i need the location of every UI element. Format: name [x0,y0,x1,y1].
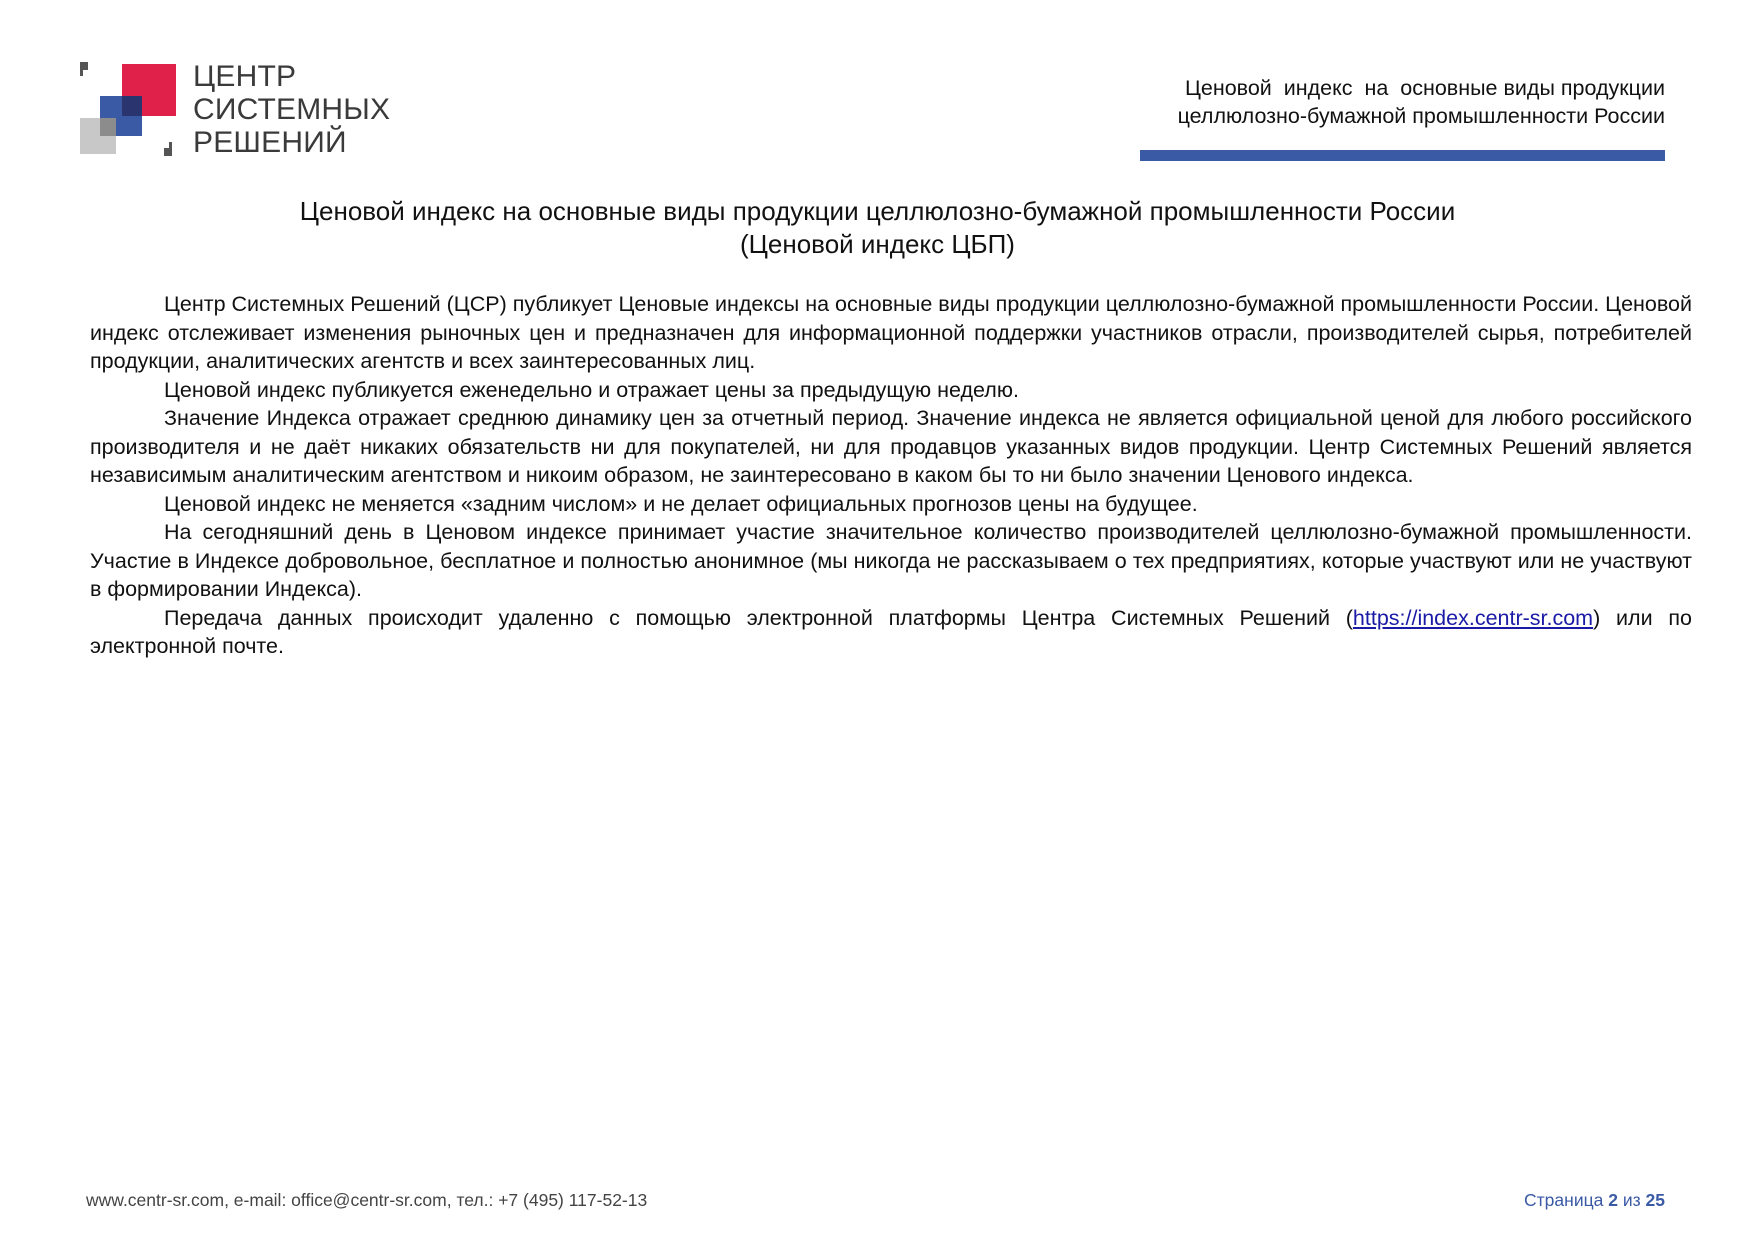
paragraph-frequency: Ценовой индекс публикуется еженедельно и отражает цены за предыдущую неделю. [164,377,1019,402]
logo-wordmark [193,60,390,159]
paragraph-data-transfer [90,604,1692,661]
data-transfer-text-after: ) или по электронной почте. [90,605,1692,658]
document-body [90,290,1692,661]
paragraph-disclaimer: Значение Индекса отражает среднюю динамику цен за отчетный период. Значение индекса не является официальной ценой для любого российского производителя и не даёт никаких обязательств ни для покупателей, ни для продавцов указанных видов продукции. Центр Системных Решений является независимым аналитическим агентством и никоим образом, не заинтересовано в каком бы то ни было значении Ценового индекса. [90,406,1692,487]
paragraph-participation: На сегодняшний день в Ценовом индексе принимает участие значительное количество производителей целлюлозно-бумажной промышленности. Участие в Индексе добровольное, бесплатное и полностью анонимное (мы никогда не рассказываем о тех предприятиях, которые участвуют или не участвуют в формировании Индекса). [90,520,1692,601]
document-title [90,195,1665,261]
page-total: 25 [1645,1190,1665,1210]
paragraph-intro: Центр Системных Решений (ЦСР) публикует Ценовые индексы на основные виды продукции целлюлозно-бумажной промышленности России. Ценовой индекс отслеживает изменения рыночных цен и предназначен для информационной поддержки участников отрасли, производителей сырья, потребителей продукции, аналитических агентств и всех заинтересованных лиц. [90,292,1692,373]
paragraph-no-revisions: Ценовой индекс не меняется «задним числом» и не делает официальных прогнозов цены на будущее. [164,491,1198,516]
running-header-line-1: Ценовой индекс на основные виды продукции [1184,76,1665,100]
platform-link[interactable]: https://index.centr-sr.com [1352,605,1594,630]
logo-line-1: ЦЕНТР [193,60,297,93]
data-transfer-text-before: Передача данных происходит удаленно с помощью электронной платформы Центра Системных Решений ( [164,605,1353,630]
page-current: 2 [1608,1190,1618,1210]
document-title-line-2: (Ценовой индекс ЦБП) [740,229,1015,259]
document-title-line-1: Ценовой индекс на основные виды продукции целлюлозно-бумажной промышленности России [299,196,1456,226]
company-logo [80,60,391,165]
running-header [1105,74,1665,130]
page-of: из [1622,1190,1641,1210]
logo-mark-icon [80,60,180,160]
logo-line-3: РЕШЕНИЙ [193,126,347,159]
page-number [1524,1189,1665,1211]
logo-line-2: СИСТЕМНЫХ [193,93,391,126]
page-label: Страница [1524,1190,1604,1210]
footer-contacts: www.centr-sr.com, e-mail: office@centr-sr.com, тел.: +7 (495) 117-52-13 [86,1190,648,1210]
running-header-line-2: целлюлозно-бумажной промышленности России [1177,104,1665,128]
header-accent-bar [1140,150,1665,161]
